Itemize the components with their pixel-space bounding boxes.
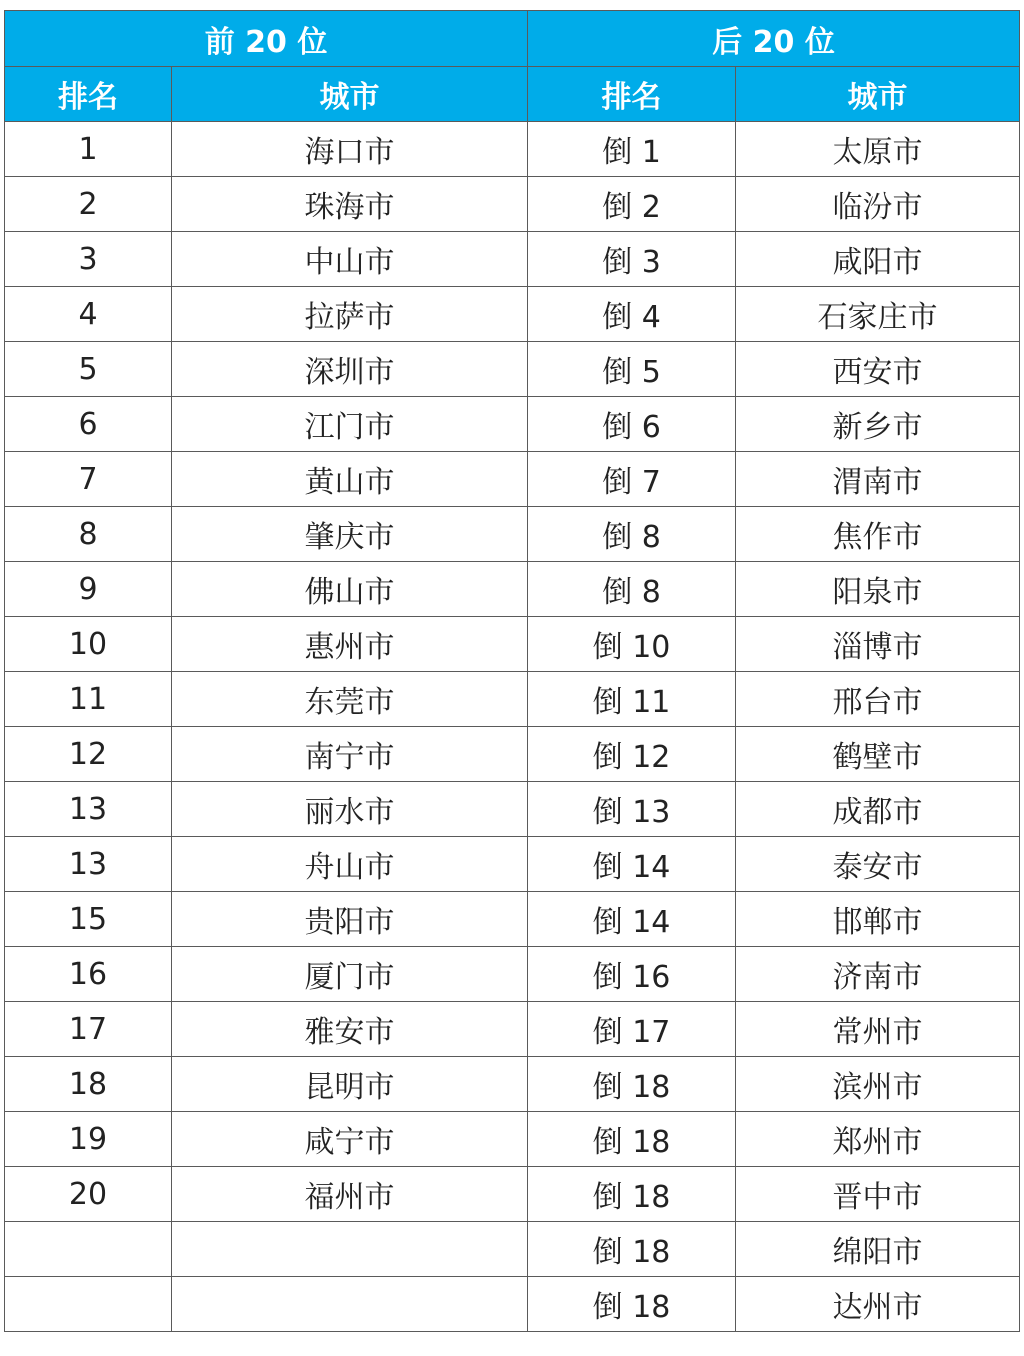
top-city-cell — [172, 1222, 528, 1277]
top-city-cell: 江门市 — [172, 397, 528, 452]
table-row — [5, 1057, 1020, 1112]
bottom-city-cell: 阳泉市 — [736, 562, 1020, 617]
bottom-rank-cell: 倒 5 — [528, 342, 736, 397]
table-row — [5, 232, 1020, 287]
bottom-city-cell: 西安市 — [736, 342, 1020, 397]
bottom-rank-cell: 倒 14 — [528, 892, 736, 947]
top-rank-cell: 5 — [5, 342, 172, 397]
top-rank-cell: 12 — [5, 727, 172, 782]
top-rank-cell: 13 — [5, 837, 172, 892]
top-rank-cell: 17 — [5, 1002, 172, 1057]
table-row — [5, 562, 1020, 617]
bottom-rank-column-header: 排名 — [528, 67, 736, 122]
bottom-city-cell: 石家庄市 — [736, 287, 1020, 342]
bottom-city-cell: 邢台市 — [736, 672, 1020, 727]
bottom-city-cell: 新乡市 — [736, 397, 1020, 452]
top-city-cell: 南宁市 — [172, 727, 528, 782]
table-row — [5, 617, 1020, 672]
top-city-cell: 海口市 — [172, 122, 528, 177]
bottom-city-cell: 绵阳市 — [736, 1222, 1020, 1277]
top-rank-cell: 3 — [5, 232, 172, 287]
top-city-cell: 惠州市 — [172, 617, 528, 672]
bottom-rank-cell: 倒 18 — [528, 1057, 736, 1112]
table-row — [5, 782, 1020, 837]
bottom-rank-cell: 倒 8 — [528, 507, 736, 562]
bottom-city-cell: 成都市 — [736, 782, 1020, 837]
top-rank-cell: 10 — [5, 617, 172, 672]
top-city-cell: 肇庆市 — [172, 507, 528, 562]
bottom-20-group-header: 后 20 位 — [528, 11, 1020, 67]
bottom-rank-cell: 倒 18 — [528, 1167, 736, 1222]
top-city-cell: 东莞市 — [172, 672, 528, 727]
top-rank-cell: 18 — [5, 1057, 172, 1112]
bottom-rank-cell: 倒 4 — [528, 287, 736, 342]
top-rank-cell: 8 — [5, 507, 172, 562]
top-city-cell: 贵阳市 — [172, 892, 528, 947]
top-rank-cell: 16 — [5, 947, 172, 1002]
table-row — [5, 672, 1020, 727]
bottom-city-cell: 渭南市 — [736, 452, 1020, 507]
bottom-city-cell: 淄博市 — [736, 617, 1020, 672]
top-city-cell: 昆明市 — [172, 1057, 528, 1112]
bottom-rank-cell: 倒 11 — [528, 672, 736, 727]
top-rank-cell: 1 — [5, 122, 172, 177]
top-rank-cell: 6 — [5, 397, 172, 452]
bottom-rank-cell: 倒 1 — [528, 122, 736, 177]
top-rank-cell — [5, 1222, 172, 1277]
top-rank-cell: 7 — [5, 452, 172, 507]
table-row — [5, 947, 1020, 1002]
top-rank-cell — [5, 1277, 172, 1332]
table-row — [5, 837, 1020, 892]
table-row — [5, 452, 1020, 507]
bottom-rank-cell: 倒 2 — [528, 177, 736, 232]
top-rank-cell: 2 — [5, 177, 172, 232]
top-rank-cell: 19 — [5, 1112, 172, 1167]
top-rank-cell: 13 — [5, 782, 172, 837]
bottom-rank-cell: 倒 10 — [528, 617, 736, 672]
bottom-rank-cell: 倒 8 — [528, 562, 736, 617]
table-row — [5, 122, 1020, 177]
bottom-rank-cell: 倒 18 — [528, 1222, 736, 1277]
top-city-cell: 佛山市 — [172, 562, 528, 617]
bottom-city-cell: 泰安市 — [736, 837, 1020, 892]
top-city-cell — [172, 1277, 528, 1332]
bottom-city-cell: 太原市 — [736, 122, 1020, 177]
top-city-cell: 咸宁市 — [172, 1112, 528, 1167]
top-city-cell: 丽水市 — [172, 782, 528, 837]
table-row — [5, 287, 1020, 342]
top-rank-cell: 9 — [5, 562, 172, 617]
city-ranking-table — [4, 10, 1020, 1332]
top-city-cell: 珠海市 — [172, 177, 528, 232]
top-rank-cell: 20 — [5, 1167, 172, 1222]
bottom-rank-cell: 倒 7 — [528, 452, 736, 507]
table-row — [5, 892, 1020, 947]
top-city-cell: 福州市 — [172, 1167, 528, 1222]
bottom-city-cell: 咸阳市 — [736, 232, 1020, 287]
column-header-row — [5, 67, 1020, 122]
bottom-city-cell: 临汾市 — [736, 177, 1020, 232]
top-rank-cell: 4 — [5, 287, 172, 342]
table-row — [5, 1222, 1020, 1277]
top-rank-cell: 11 — [5, 672, 172, 727]
top-city-column-header: 城市 — [172, 67, 528, 122]
table-row — [5, 507, 1020, 562]
bottom-rank-cell: 倒 3 — [528, 232, 736, 287]
bottom-rank-cell: 倒 14 — [528, 837, 736, 892]
bottom-rank-cell: 倒 17 — [528, 1002, 736, 1057]
table-row — [5, 727, 1020, 782]
top-rank-cell: 15 — [5, 892, 172, 947]
bottom-city-cell: 邯郸市 — [736, 892, 1020, 947]
bottom-rank-cell: 倒 16 — [528, 947, 736, 1002]
bottom-city-cell: 焦作市 — [736, 507, 1020, 562]
top-city-cell: 舟山市 — [172, 837, 528, 892]
table-row — [5, 177, 1020, 232]
top-city-cell: 深圳市 — [172, 342, 528, 397]
bottom-rank-cell: 倒 18 — [528, 1277, 736, 1332]
bottom-rank-cell: 倒 12 — [528, 727, 736, 782]
table-row — [5, 1002, 1020, 1057]
top-city-cell: 厦门市 — [172, 947, 528, 1002]
group-header-row — [5, 11, 1020, 67]
top-20-group-header: 前 20 位 — [5, 11, 528, 67]
top-city-cell: 中山市 — [172, 232, 528, 287]
top-city-cell: 黄山市 — [172, 452, 528, 507]
bottom-city-cell: 鹤壁市 — [736, 727, 1020, 782]
bottom-city-cell: 达州市 — [736, 1277, 1020, 1332]
ranking-table-container — [4, 10, 1019, 1332]
table-row — [5, 342, 1020, 397]
bottom-city-cell: 济南市 — [736, 947, 1020, 1002]
table-row — [5, 1277, 1020, 1332]
bottom-rank-cell: 倒 6 — [528, 397, 736, 452]
bottom-rank-cell: 倒 13 — [528, 782, 736, 837]
bottom-city-cell: 晋中市 — [736, 1167, 1020, 1222]
table-row — [5, 1167, 1020, 1222]
bottom-rank-cell: 倒 18 — [528, 1112, 736, 1167]
top-city-cell: 雅安市 — [172, 1002, 528, 1057]
bottom-city-cell: 郑州市 — [736, 1112, 1020, 1167]
table-row — [5, 1112, 1020, 1167]
bottom-city-column-header: 城市 — [736, 67, 1020, 122]
top-rank-column-header: 排名 — [5, 67, 172, 122]
table-row — [5, 397, 1020, 452]
bottom-city-cell: 滨州市 — [736, 1057, 1020, 1112]
top-city-cell: 拉萨市 — [172, 287, 528, 342]
bottom-city-cell: 常州市 — [736, 1002, 1020, 1057]
